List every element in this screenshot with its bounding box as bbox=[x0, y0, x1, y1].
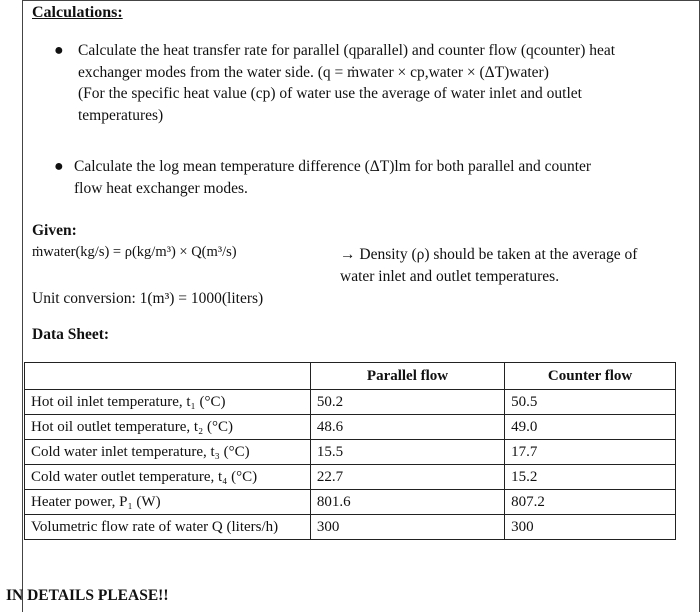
counter-value: 807.2 bbox=[505, 490, 676, 515]
row-label: Heater power, P₁ (W) bbox=[25, 490, 311, 515]
row-label: Volumetric flow rate of water Q (liters/h) bbox=[25, 515, 311, 540]
counter-value: 300 bbox=[505, 515, 676, 540]
counter-value: 49.0 bbox=[505, 415, 676, 440]
table-row bbox=[25, 390, 676, 415]
header-counter-flow: Counter flow bbox=[505, 363, 676, 390]
parallel-value: 801.6 bbox=[310, 490, 504, 515]
row-label: Hot oil inlet temperature, t₁ (°C) bbox=[25, 390, 311, 415]
bullet-line: flow heat exchanger modes. bbox=[74, 179, 248, 197]
footer-request: IN DETAILS PLEASE!! bbox=[6, 587, 169, 604]
counter-value: 17.7 bbox=[505, 440, 676, 465]
bullet-line: temperatures) bbox=[78, 106, 164, 124]
table-row bbox=[25, 515, 676, 540]
header-parallel-flow: Parallel flow bbox=[310, 363, 504, 390]
table-row bbox=[25, 440, 676, 465]
datasheet-label: Data Sheet: bbox=[32, 326, 110, 343]
density-note: → Density (ρ) should be taken at the average of water inlet and outlet temperatures. bbox=[340, 246, 638, 285]
calculations-heading: Calculations: bbox=[32, 4, 123, 21]
border-top bbox=[22, 0, 700, 1]
bullet-icon: ● bbox=[54, 42, 64, 59]
row-label: Hot oil outlet temperature, t₂ (°C) bbox=[25, 415, 311, 440]
table-row bbox=[25, 415, 676, 440]
bullet-line: exchanger modes from the water side. (q = ṁwater × cp,water × (ΔT)water) bbox=[78, 63, 549, 81]
table-row bbox=[25, 490, 676, 515]
unit-conversion: Unit conversion: 1(m³) = 1000(liters) bbox=[32, 290, 264, 307]
parallel-value: 300 bbox=[310, 515, 504, 540]
bullet-lmtd bbox=[54, 156, 664, 199]
parallel-value: 15.5 bbox=[310, 440, 504, 465]
bullet-line: Calculate the log mean temperature difference (ΔT)lm for both parallel and counter bbox=[74, 158, 592, 175]
parallel-value: 48.6 bbox=[310, 415, 504, 440]
table-row bbox=[25, 465, 676, 490]
counter-value: 50.5 bbox=[505, 390, 676, 415]
row-label: Cold water inlet temperature, t₃ (°C) bbox=[25, 440, 311, 465]
parallel-value: 50.2 bbox=[310, 390, 504, 415]
bullet-heat-transfer bbox=[54, 40, 664, 126]
bullet-line: Calculate the heat transfer rate for parallel (qparallel) and counter flow (qcounter) heat bbox=[78, 42, 616, 59]
given-label: Given: bbox=[32, 222, 77, 239]
data-sheet-table bbox=[24, 362, 676, 540]
mass-flow-formula: ṁwater(kg/s) = ρ(kg/m³) × Q(m³/s) bbox=[32, 244, 237, 260]
bullet-line: (For the specific heat value (cp) of water use the average of water inlet and outlet bbox=[78, 85, 582, 102]
counter-value: 15.2 bbox=[505, 465, 676, 490]
header-cell-empty bbox=[25, 363, 311, 390]
row-label: Cold water outlet temperature, t₄ (°C) bbox=[25, 465, 311, 490]
parallel-value: 22.7 bbox=[310, 465, 504, 490]
border-left bbox=[22, 0, 23, 612]
bullet-icon: ● bbox=[54, 158, 64, 175]
table-header-row bbox=[25, 363, 676, 390]
